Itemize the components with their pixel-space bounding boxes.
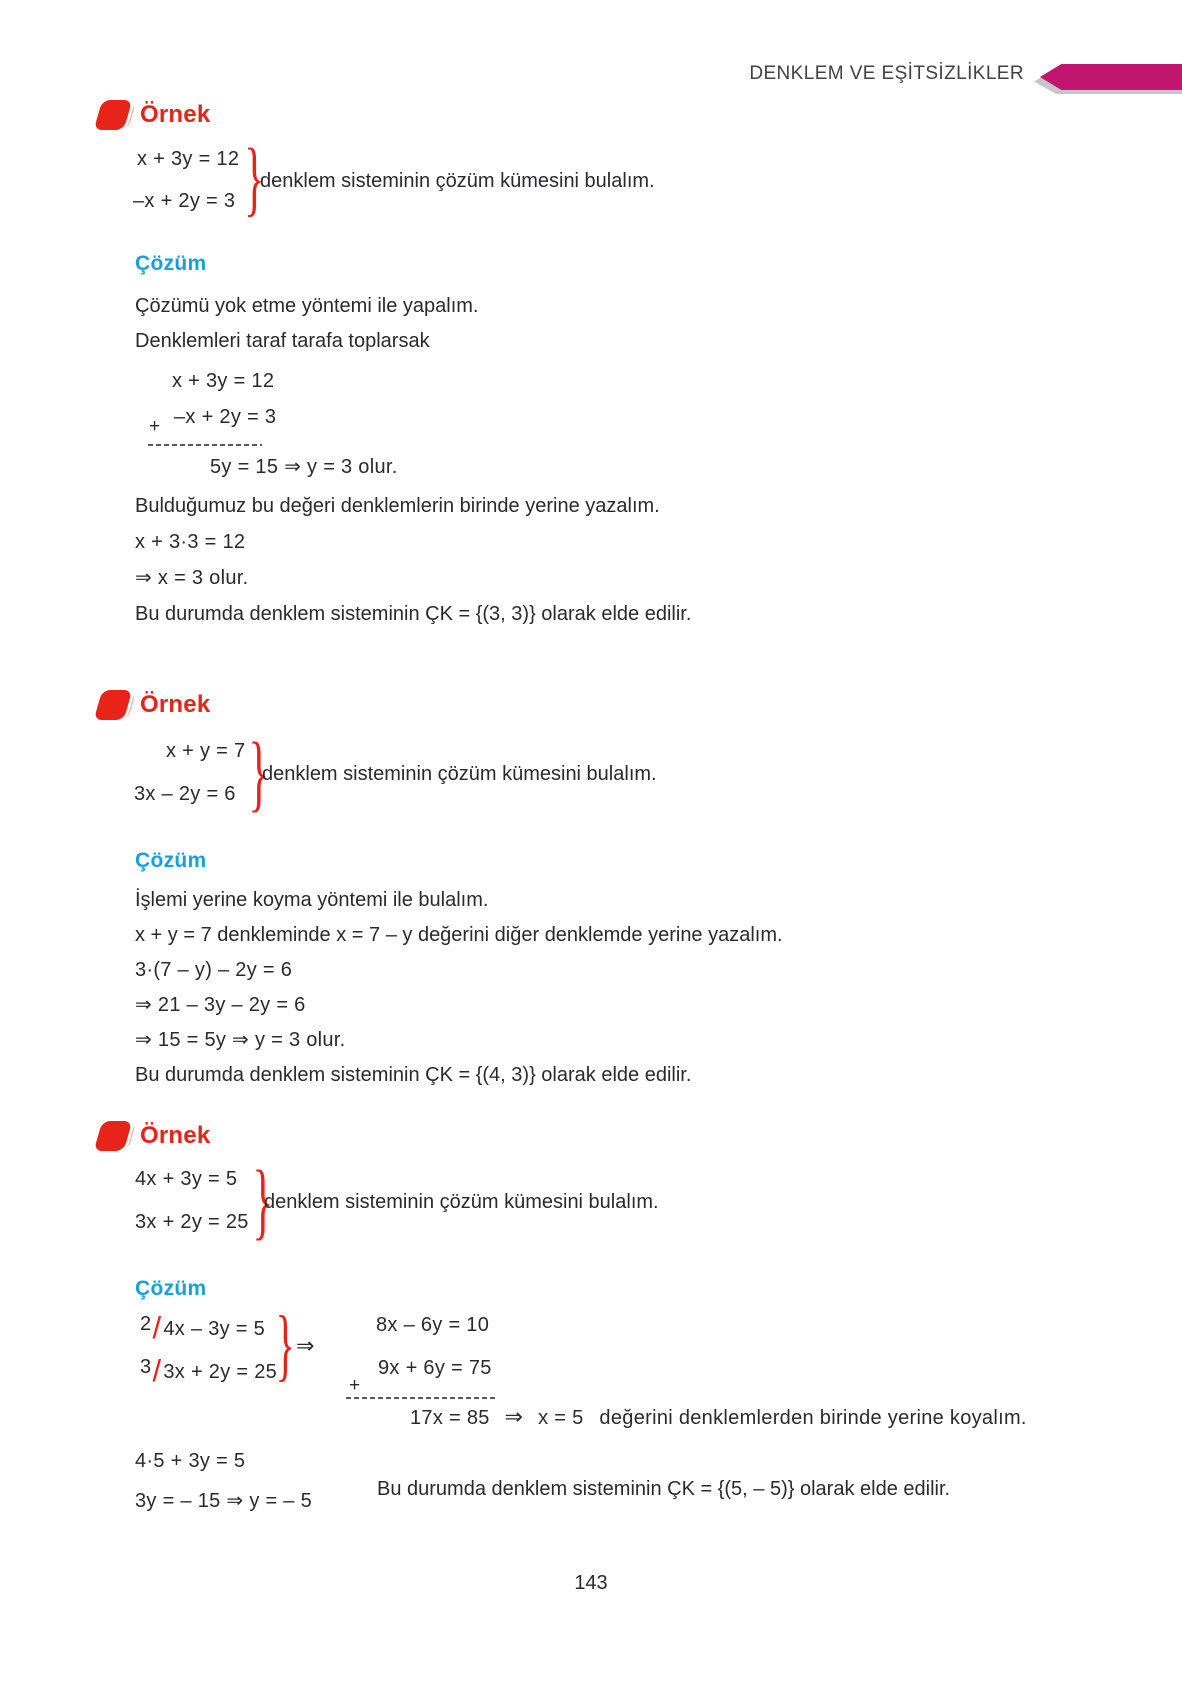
solution-step: Bulduğumuz bu değeri denklemlerin birinde yerine yazalım. — [135, 495, 660, 517]
system-equation: x + 3y = 12 — [137, 148, 240, 170]
example-icon — [96, 690, 142, 722]
solution-step: x + y = 7 denkleminde x = 7 – y değerini diğer denklemde yerine yazalım. — [135, 924, 783, 946]
sum-result: 5y = 15 ⇒ y = 3 olur. — [210, 456, 398, 478]
solution-step: ⇒ 15 = 5y ⇒ y = 3 olur. — [135, 1029, 346, 1051]
result-note: değerini denklemlerden birinde yerine koyalım. — [599, 1407, 1027, 1429]
system-brace-icon: } — [275, 1301, 295, 1389]
example-icon — [96, 100, 142, 132]
solution-step: Denklemleri taraf tarafa toplarsak — [135, 330, 430, 352]
example-prompt: denklem sisteminin çözüm kümesini bulalım. — [260, 170, 655, 192]
example-prompt: denklem sisteminin çözüm kümesini bulalım. — [262, 763, 657, 785]
example-prompt: denklem sisteminin çözüm kümesini bulalım. — [264, 1191, 659, 1213]
plus-sign: + — [149, 416, 161, 437]
example-label: Örnek — [140, 691, 211, 718]
conclusion: Bu durumda denklem sisteminin ÇK = {(5, – 5)} olarak elde edilir. — [377, 1478, 951, 1500]
sum-row: x + 3y = 12 — [172, 370, 275, 392]
system-equation: x + y = 7 — [166, 740, 246, 762]
header-arrow-icon — [1040, 64, 1182, 90]
sum-result: 17x = 85 — [410, 1407, 490, 1429]
example-3-header — [96, 1121, 211, 1158]
sum-row: –x + 2y = 3 — [174, 406, 277, 428]
substitution-step: 3y = – 15 ⇒ y = – 5 — [135, 1490, 313, 1512]
system-equation: –x + 2y = 3 — [133, 190, 236, 212]
system-brace-icon: } — [248, 724, 269, 820]
solution-label: Çözüm — [135, 1277, 207, 1300]
scaled-equation: 4x – 3y = 5 — [163, 1318, 266, 1340]
solution-step: ⇒ 21 – 3y – 2y = 6 — [135, 994, 306, 1016]
sum-result-row — [410, 1405, 1027, 1430]
multiplier: 3 — [140, 1356, 152, 1378]
example-1-header — [96, 100, 211, 137]
multiply-slash-icon: / — [152, 1353, 162, 1388]
scaled-equation: 3x + 2y = 25 — [163, 1361, 278, 1383]
substitution-step: 4·5 + 3y = 5 — [135, 1450, 246, 1472]
implies-arrow: ⇒ — [296, 1333, 315, 1358]
page-number: 143 — [574, 1572, 608, 1594]
sum-row: 8x – 6y = 10 — [376, 1314, 490, 1336]
implies-arrow: ⇒ — [504, 1404, 524, 1429]
solution-step: ⇒ x = 3 olur. — [135, 567, 249, 589]
conclusion: Bu durumda denklem sisteminin ÇK = {(4, 3)} olarak elde edilir. — [135, 1064, 692, 1086]
sum-line — [346, 1397, 498, 1399]
example-icon — [96, 1121, 142, 1153]
system-brace-icon: } — [244, 132, 265, 225]
solution-step: x + 3·3 = 12 — [135, 531, 246, 553]
example-2-header — [96, 690, 211, 727]
plus-sign: + — [349, 1375, 361, 1396]
conclusion: Bu durumda denklem sisteminin ÇK = {(3, 3)} olarak elde edilir. — [135, 603, 692, 625]
scaled-equation-row — [140, 1353, 278, 1388]
solution-step: İşlemi yerine koyma yöntemi ile bulalım. — [135, 889, 489, 911]
solution-step: 3·(7 – y) – 2y = 6 — [135, 959, 293, 981]
system-equation: 3x – 2y = 6 — [134, 783, 236, 805]
system-equation: 4x + 3y = 5 — [135, 1168, 238, 1190]
system-equation: 3x + 2y = 25 — [135, 1211, 249, 1233]
multiply-slash-icon: / — [152, 1310, 162, 1345]
x-value: x = 5 — [538, 1407, 584, 1429]
solution-label: Çözüm — [135, 252, 207, 275]
system-brace-icon: } — [252, 1152, 273, 1248]
chapter-title: DENKLEM VE EŞİTSİZLİKLER — [749, 63, 1024, 84]
multiplier: 2 — [140, 1313, 152, 1335]
example-label: Örnek — [140, 101, 211, 128]
sum-row: 9x + 6y = 75 — [378, 1357, 492, 1379]
sum-line — [148, 444, 262, 446]
example-label: Örnek — [140, 1122, 211, 1149]
scaled-equation-row — [140, 1310, 266, 1345]
solution-step: Çözümü yok etme yöntemi ile yapalım. — [135, 295, 479, 317]
solution-label: Çözüm — [135, 849, 207, 872]
